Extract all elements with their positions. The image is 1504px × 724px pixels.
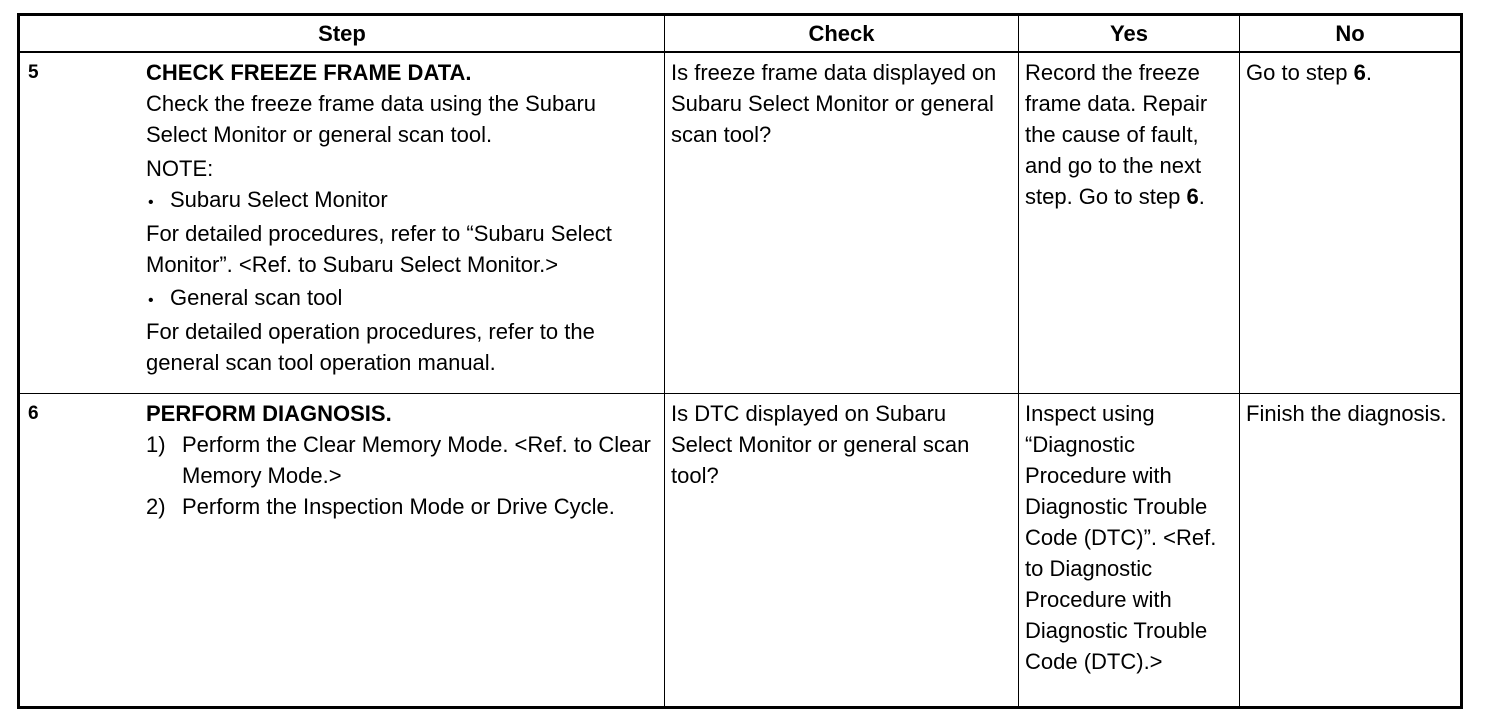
item-number: 2) [146, 493, 166, 519]
yes-text [1019, 53, 1239, 212]
table-header-row [19, 15, 1462, 53]
step-title: PERFORM DIAGNOSIS. [146, 400, 392, 426]
header-no: No [1240, 15, 1462, 53]
no-step-ref: 6 [1353, 60, 1366, 85]
diagnosis-table [17, 13, 1463, 709]
bullet-icon: • [148, 292, 154, 309]
step-cell [19, 52, 665, 393]
no-text: Finish the diagnosis. [1246, 400, 1447, 426]
step-body [146, 57, 658, 378]
note-label: NOTE: [146, 156, 214, 181]
bullet-description: For detailed procedures, refer to “Subaru Select Monitor”. <Ref. to Subaru Select Monitor.> [146, 221, 612, 277]
step-body [146, 398, 658, 522]
step-intro: Check the freeze frame data using the Subaru Select Monitor or general scan tool. [146, 91, 597, 147]
header-yes: Yes [1019, 15, 1240, 53]
step-cell [19, 393, 665, 708]
yes-text-body: Record the freeze frame data. Repair the cause of fault, and go to the next step. Go to step [1025, 60, 1208, 209]
bullet-item [146, 184, 658, 218]
numbered-item [146, 491, 658, 522]
no-text-end: . [1365, 60, 1373, 85]
yes-cell [1019, 393, 1240, 708]
bullet-label: Subaru Select Monitor [170, 187, 388, 212]
item-text: Perform the Clear Memory Mode. <Ref. to Clear Memory Mode.> [182, 431, 651, 488]
check-text: Is DTC displayed on Subaru Select Monitor or general scan tool? [671, 400, 970, 488]
step-number: 5 [28, 62, 39, 83]
table-row [19, 393, 1462, 708]
bullet-item [146, 282, 658, 316]
check-text: Is freeze frame data displayed on Subaru Select Monitor or general scan tool? [671, 60, 997, 147]
item-text: Perform the Inspection Mode or Drive Cycle. [182, 493, 615, 519]
numbered-item [146, 429, 658, 491]
bullet-label: General scan tool [170, 285, 343, 310]
no-text [1240, 53, 1460, 88]
step-number: 6 [28, 402, 39, 424]
step-title: CHECK FREEZE FRAME DATA. [146, 60, 472, 85]
check-cell [665, 393, 1019, 708]
yes-step-ref: 6 [1186, 184, 1199, 209]
check-cell [665, 52, 1019, 393]
no-cell [1240, 393, 1462, 708]
no-cell [1240, 52, 1462, 393]
bullet-description: For detailed operation procedures, refer to the general scan tool operation manual. [146, 319, 595, 375]
yes-text: Inspect using “Diagnostic Procedure with Diagnostic Trouble Code (DTC)”. <Ref. to Diagnostic Procedure with Diagnostic Trouble Code (DTC).> [1025, 400, 1217, 674]
table-row [19, 52, 1462, 393]
yes-cell [1019, 52, 1240, 393]
header-check: Check [665, 15, 1019, 53]
yes-text-end: . [1198, 184, 1205, 209]
no-text-body: Go to step [1246, 60, 1348, 85]
bullet-icon: • [148, 194, 154, 211]
header-step: Step [19, 15, 665, 53]
item-number: 1) [146, 431, 166, 457]
